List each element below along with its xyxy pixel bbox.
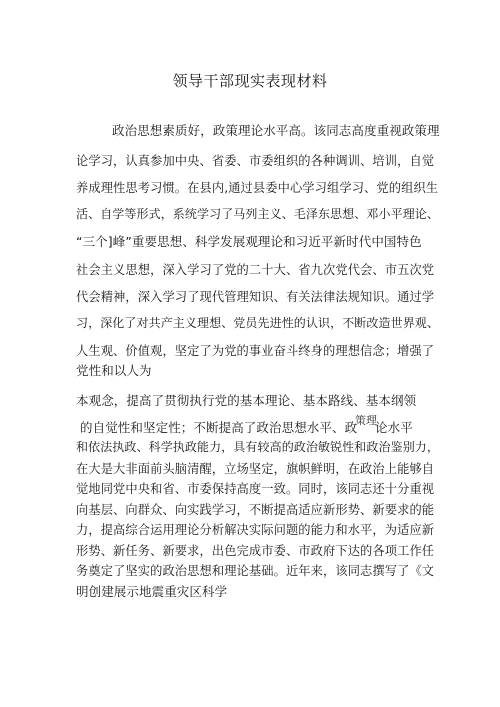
body-line-5: “三个]峰”重要思想、科学发展观理论和习近平新时代中国特色 (76, 234, 422, 249)
body-line-4: 活、自学等形式，系统学习了马列主义、毛泽东思想、邓小平理论、 (76, 207, 440, 221)
body-line-9: 人生观、价值观，坚定了为党的事业奋斗终身的理想信念；增强了 (76, 344, 435, 358)
document-title: 领导干部现实表现材料 (172, 72, 328, 90)
body-line-20: 明创建展示地震重灾区科学 (76, 584, 228, 599)
body-line-19: 务奠定了坚实的政治思想和理论基础。近年来，该同志撰写了《文 (76, 564, 435, 578)
body-line-17: 力，提高综合运用理论分析解决实际问题的能力和水平，为适应新 (76, 523, 435, 537)
body-line-12a: 的自觉性和坚定性；不断提高了政治思想水平、政 (80, 420, 358, 435)
body-line-1: 政治思想素质好，政策理论水平高。该同志高度重视政策理 (112, 123, 440, 138)
body-line-13: 和依法执政、科学执政能力，具有较高的政治敏锐性和政治鉴别力， (76, 440, 440, 454)
body-line-11: 本观念，提高了贯彻执行党的基本理论、基本路线、基本纲领 (76, 393, 417, 408)
body-line-12b: 论水平 (375, 420, 413, 435)
inline-note: 策理 (355, 414, 377, 427)
body-line-2: 论学习，认真参加中央、省委、市委组织的各种调训、培训，自觉 (76, 154, 435, 168)
body-line-14: 在大是大非面前头脑清醒，立场坚定，旗帜鲜明，在政治上能够自 (76, 462, 435, 476)
body-line-18: 形势、新任务、新要求，出色完成市委、市政府下达的各项工作任 (76, 544, 435, 558)
body-line-10: 党性和以人为 (76, 363, 152, 378)
body-line-6: 社会主义思想，深入学习了党的二十大、省九次党代会、市五次党 (76, 263, 435, 277)
body-line-15: 觉地同党中央和省、市委保持高度一致。同时，该同志还十分重视 (76, 482, 435, 496)
body-line-7: 代会精神，深入学习了现代管理知识、有关法律法规知识。通过学 (76, 290, 435, 304)
body-line-3: 养成理性思考习惯。在县内,通过县委中心学习组学习、党的组织生 (76, 181, 439, 195)
body-line-16: 向基层、向群众、向实践学习，不断提高适应新形势、新要求的能 (76, 503, 435, 517)
body-line-8: 习，深化了对共产主义理想、党员先进性的认识，不断改造世界观、 (76, 316, 440, 330)
